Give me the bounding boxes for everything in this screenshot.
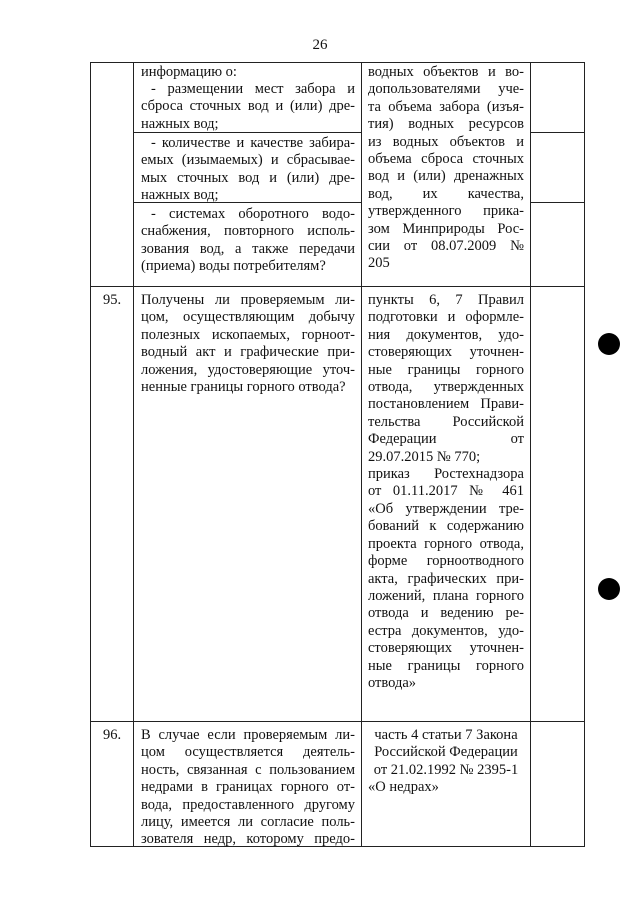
- continued-question-part-4: [141, 206, 355, 276]
- text-line: емых (изымаемых) и сбрасывае-: [141, 152, 355, 169]
- text-line: - размещении мест забора и: [151, 81, 355, 97]
- text-line: ложения, удостоверяющие уточ-: [141, 361, 355, 378]
- text-line: акта, графических при-: [368, 570, 524, 587]
- text-line: тельства Российской: [368, 413, 524, 430]
- continued-question-part-2: [141, 81, 355, 133]
- text-line: приказ Ростехнадзора: [368, 466, 524, 483]
- text-line: лицу, имеется ли согласие поль-: [141, 814, 355, 831]
- right-column-divider-2: [530, 202, 585, 203]
- page-number: 26: [312, 37, 328, 53]
- column-divider-number: [133, 62, 134, 846]
- text-line: зом Минприроды Рос-: [368, 220, 524, 237]
- text-line: снабжения, повторного исполь-: [141, 223, 355, 240]
- text-line: ненные границы горного отвода?: [141, 379, 346, 396]
- text-line: Федерации от: [368, 431, 524, 448]
- text-line: форме горноотводного: [368, 553, 524, 570]
- text-line: зования вод, а также передачи: [141, 240, 355, 257]
- row-95-reference: [368, 292, 524, 692]
- text-line: нажных вод;: [141, 187, 219, 204]
- text-line: ложений, плана горного: [368, 587, 524, 604]
- text-line: утвержденного прика-: [368, 203, 524, 220]
- text-line: В случае если проверяемым ли-: [141, 727, 355, 743]
- text-line: водный акт и графические при-: [141, 344, 355, 361]
- text-line: 205: [368, 255, 390, 272]
- text-line: отвода и ведению ре-: [368, 605, 524, 622]
- table-border-right: [584, 62, 585, 846]
- text-line: информацию о:: [141, 64, 237, 80]
- table-border-top: [90, 62, 585, 63]
- text-line: естра документов, удо-: [368, 622, 524, 639]
- text-line: ные границы горного: [368, 657, 524, 674]
- text-line: сброса сточных вод и (или) дре-: [141, 98, 355, 115]
- text-line: недрами в границах горного от-: [141, 779, 355, 796]
- text-line: нажных вод;: [141, 115, 219, 132]
- text-line: тия) водных ресурсов: [368, 116, 524, 133]
- text-line: вод, их качества,: [368, 185, 524, 202]
- punch-hole-upper: [598, 333, 620, 355]
- text-line: цом осуществляется деятель-: [141, 744, 355, 761]
- text-line: пункты 6, 7 Правил: [368, 292, 524, 308]
- text-line: от 21.02.1992 № 2395-1: [373, 761, 519, 778]
- text-line: стоверяющих уточнен-: [368, 640, 524, 657]
- table-border-left: [90, 62, 91, 846]
- text-line: допользователями уче-: [368, 81, 524, 98]
- text-line: бований к содержанию: [368, 518, 524, 535]
- text-line: 29.07.2015 № 770;: [368, 448, 481, 465]
- row-96-reference: [366, 727, 526, 797]
- column-divider-reference: [530, 62, 531, 846]
- row-95-question: [141, 292, 355, 396]
- text-line: ные границы горного: [368, 361, 524, 378]
- row-divider-96: [90, 721, 585, 722]
- text-line: проекта горного отвода,: [368, 535, 524, 552]
- text-line: постановлением Прави-: [368, 396, 524, 413]
- text-line: зователя недр, которому предо-: [141, 831, 355, 848]
- text-line: полезных ископаемых, горноот-: [141, 326, 355, 343]
- text-line: отвода»: [368, 674, 417, 691]
- text-line: мых сточных вод и (или) дре-: [141, 169, 355, 186]
- continued-reference: [368, 64, 524, 273]
- text-line: часть 4 статьи 7 Закона: [374, 727, 518, 743]
- text-line: подготовки и оформле-: [368, 309, 524, 326]
- row-number-95: 95.: [102, 292, 122, 308]
- row-divider-95: [90, 286, 585, 287]
- text-line: вод и (или) дренажных: [368, 168, 524, 185]
- text-line: стоверяющих уточнен-: [368, 344, 524, 361]
- continued-question-part-1: [141, 64, 355, 81]
- column-divider-question: [361, 62, 362, 846]
- text-line: Получены ли проверяемым ли-: [141, 292, 355, 308]
- text-line: ния документов, удо-: [368, 326, 524, 343]
- text-line: «О недрах»: [368, 779, 439, 796]
- text-line: та объема забора (изъя-: [368, 98, 524, 115]
- text-line: вода, предоставленного другому: [141, 796, 355, 813]
- punch-hole-lower: [598, 578, 620, 600]
- text-line: (приема) воды потребителям?: [141, 258, 326, 275]
- text-line: из водных объектов и: [368, 133, 524, 150]
- row-number-96: 96.: [102, 727, 122, 743]
- text-line: - количестве и качестве забира-: [151, 135, 355, 151]
- continued-question-part-3: [141, 135, 355, 205]
- text-line: объема сброса сточных: [368, 151, 524, 168]
- text-line: «Об утверждении тре-: [368, 500, 524, 517]
- text-line: от 01.11.2017 № 461: [368, 483, 524, 500]
- text-line: Российской Федерации: [374, 744, 518, 761]
- row-96-question: [141, 727, 355, 849]
- text-line: сии от 08.07.2009 №: [368, 238, 524, 255]
- text-line: водных объектов и во-: [368, 64, 524, 80]
- text-line: цом, осуществляющим добычу: [141, 309, 355, 326]
- text-line: ность, связанная с пользованием: [141, 761, 355, 778]
- right-column-divider-1: [530, 132, 585, 133]
- text-line: отвода, утвержденных: [368, 379, 524, 396]
- text-line: - системах оборотного водо-: [151, 206, 355, 222]
